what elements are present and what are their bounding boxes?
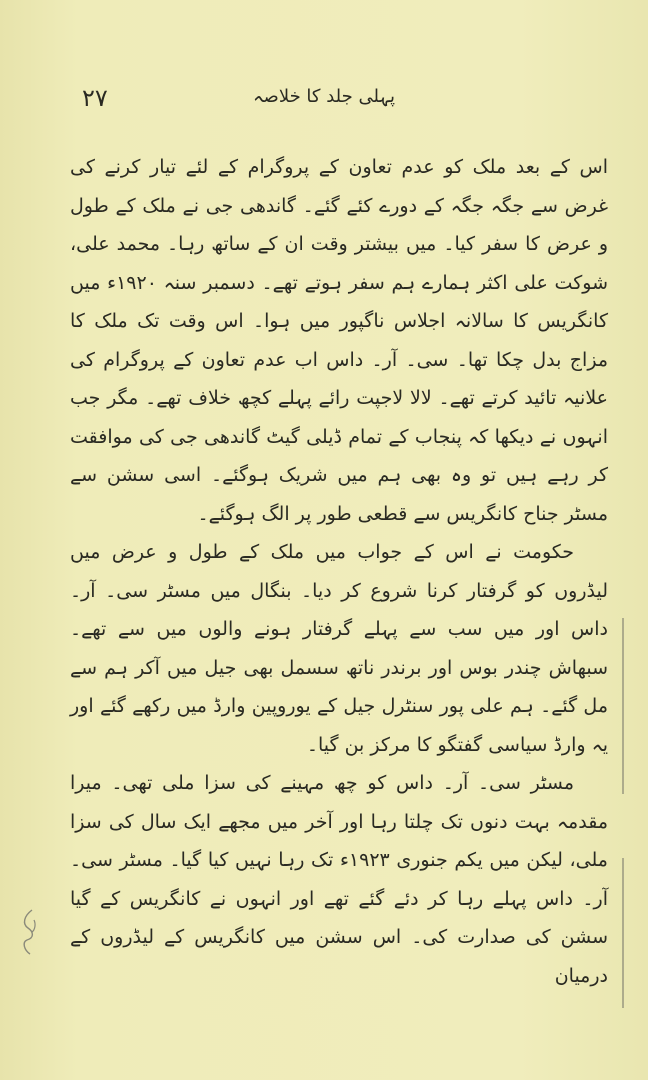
- page-number: ۲۷: [82, 84, 108, 112]
- margin-annotation-mark: [18, 906, 40, 960]
- paragraph-2: حکومت نے اس کے جواب میں ملک کے طول و عرض میں لیڈروں کو گرفتار کرنا شروع کر دیا۔ بنگال میں مسٹر سی۔ آر۔ داس اور میں سب سے پہلے گرفتار ہونے والوں میں سے تھے۔ سبھاش چندر بوس اور برندر ناتھ سسمل بھی جیل میں آکر ہم سے مل گئے۔ ہم علی پور سنٹرل جیل کے یوروپین وارڈ میں رکھے گئے اور یہ وارڈ سیاسی گفتگو کا مرکز بن گیا۔: [70, 541, 608, 756]
- paragraph-3: مسٹر سی۔ آر۔ داس کو چھ مہینے کی سزا ملی تھی۔ میرا مقدمہ بہت دنوں تک چلتا رہا اور آخر میں مجھے ایک سال کی سزا ملی، لیکن میں یکم جنوری ۱۹۲۳ء تک رہا نہیں کیا گیا۔ مسٹر سی۔ آر۔ داس پہلے رہا کر دئے گئے تھے اور انہوں نے کانگریس کے گیا سشن کی صدارت کی۔ اس سشن میں کانگریس کے لیڈروں کے درمیان: [70, 772, 608, 987]
- page-body: [70, 148, 608, 995]
- margin-pencil-line: [622, 858, 624, 1008]
- running-head-title: پہلی جلد کا خلاصہ: [253, 86, 395, 107]
- handwritten-scribble-icon: [18, 906, 40, 960]
- paragraph-1: اس کے بعد ملک کو عدم تعاون کے پروگرام کے لئے تیار کرنے کی غرض سے جگہ جگہ کے دورے کئے گئے۔ گاندھی جی نے ملک کے طول و عرض کا سفر کیا۔ میں بیشتر وقت ان کے ساتھ رہا۔ محمد علی، شوکت علی اکثر ہمارے ہم سفر ہوتے تھے۔ دسمبر سنہ ۱۹۲۰ء میں کانگریس کا سالانہ اجلاس ناگپور میں ہوا۔ اس وقت تک ملک کا مزاج بدل چکا تھا۔ سی۔ آر۔ داس اب عدم تعاون کے پروگرام کی علانیہ تائید کرتے تھے۔ لالا لاجپت رائے پہلے کچھ خلاف تھے۔ مگر جب انہوں نے دیکھا کہ پنجاب کے تمام ڈیلی گیٹ گاندھی جی کی موافقت کر رہے ہیں تو وہ بھی ہم میں شریک ہوگئے۔ اسی سشن سے مسٹر جناح کانگریس سے قطعی طور پر الگ ہوگئے۔: [70, 156, 608, 525]
- page-header: [70, 84, 578, 124]
- margin-pencil-line: [622, 618, 624, 794]
